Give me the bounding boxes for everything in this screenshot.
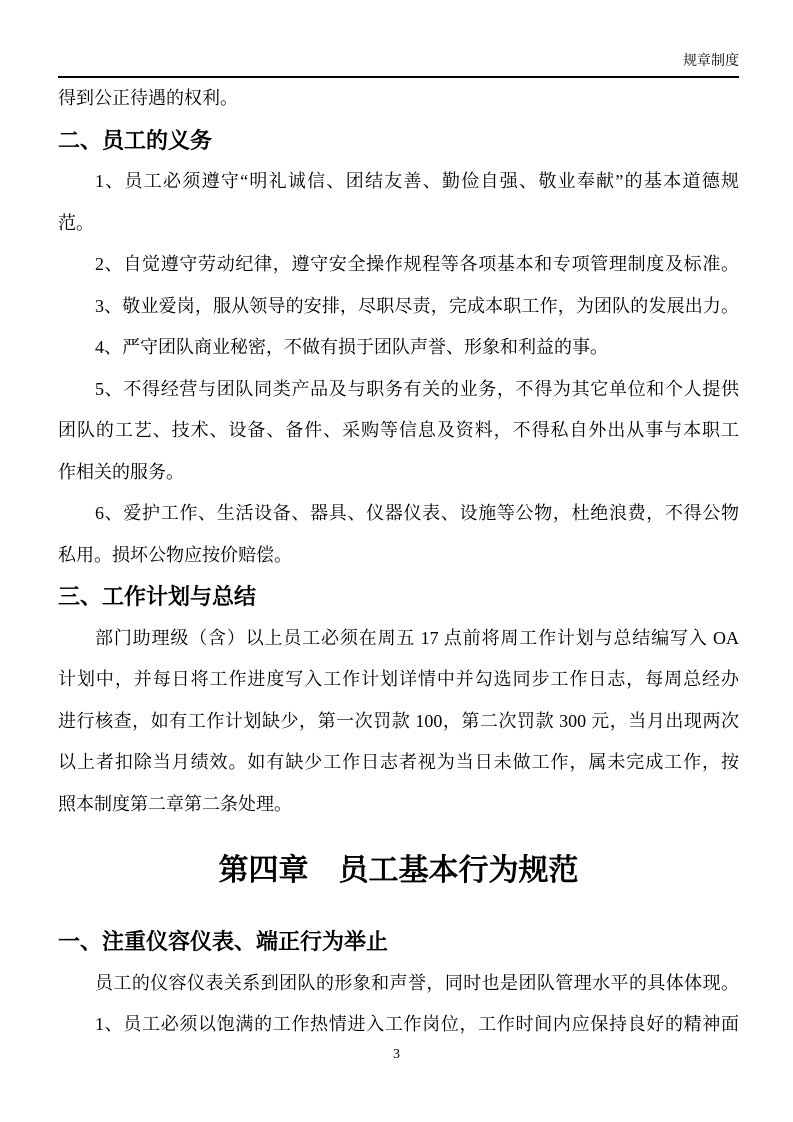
chapter-title: 第四章 员工基本行为规范 (218, 854, 579, 887)
body-text-line: 私用。损坏公物应按价赔偿。 (58, 544, 292, 565)
body-text-line: 得到公正待遇的权利。 (58, 88, 238, 108)
body-text-line: 团队的工艺、技术、设备、备件、采购等信息及资料，不得私自外出从事与本职工 (58, 420, 739, 440)
body-text-line: 以上者扣除当月绩效。如有缺少工作日志者视为当日未做工作，属未完成工作，按 (58, 752, 739, 772)
body-text-line: 1、员工必须以饱满的工作热情进入工作岗位，工作时间内应保持良好的精神面 (95, 1014, 739, 1034)
page-footer (0, 1046, 793, 1064)
section-heading: 二、员工的义务 (58, 127, 213, 153)
body-text-line: 照本制度第二章第二条处理。 (58, 793, 292, 814)
section-heading: 三、工作计划与总结 (58, 584, 257, 609)
body-text-line: 部门助理级（含）以上员工必须在周五 17 点前将周工作计划与总结编写入 OA (95, 627, 739, 648)
body-text-line: 作相关的服务。 (58, 461, 184, 482)
page-number: 3 (393, 1046, 400, 1062)
page-header (58, 0, 739, 78)
body-text-line: 3、敬业爱岗，服从领导的安排，尽职尽责，完成本职工作，为团队的发展出力。 (95, 295, 739, 316)
header-title: 规章制度 (683, 54, 739, 69)
body-text-line: 5、不得经营与团队同类产品及与职务有关的业务，不得为其它单位和个人提供 (95, 378, 739, 399)
section-heading: 一、注重仪容仪表、端正行为举止 (58, 929, 389, 954)
body-text-line: 4、严守团队商业秘密，不做有损于团队声誉、形象和利益的事。 (95, 337, 608, 357)
body-text-line: 6、爱护工作、生活设备、器具、仪器仪表、设施等公物，杜绝浪费，不得公物 (95, 503, 739, 523)
body-text-line: 2、自觉遵守劳动纪律，遵守安全操作规程等各项基本和专项管理制度及标准。 (95, 254, 739, 274)
body-text-line: 进行核查，如有工作计划缺少，第一次罚款 100，第二次罚款 300 元，当月出现两次 (58, 710, 739, 731)
body-text-line: 员工的仪容仪表关系到团队的形象和声誉，同时也是团队管理水平的具体体现。 (95, 972, 739, 993)
document-content (58, 78, 739, 1046)
body-text-line: 1、员工必须遵守“明礼诚信、团结友善、勤俭自强、敬业奉献”的基本道德规 (95, 171, 739, 191)
body-text-line: 计划中，并每日将工作进度写入工作计划详情中并勾选同步工作日志，每周总经办 (58, 669, 739, 689)
body-text-line: 范。 (58, 212, 94, 233)
